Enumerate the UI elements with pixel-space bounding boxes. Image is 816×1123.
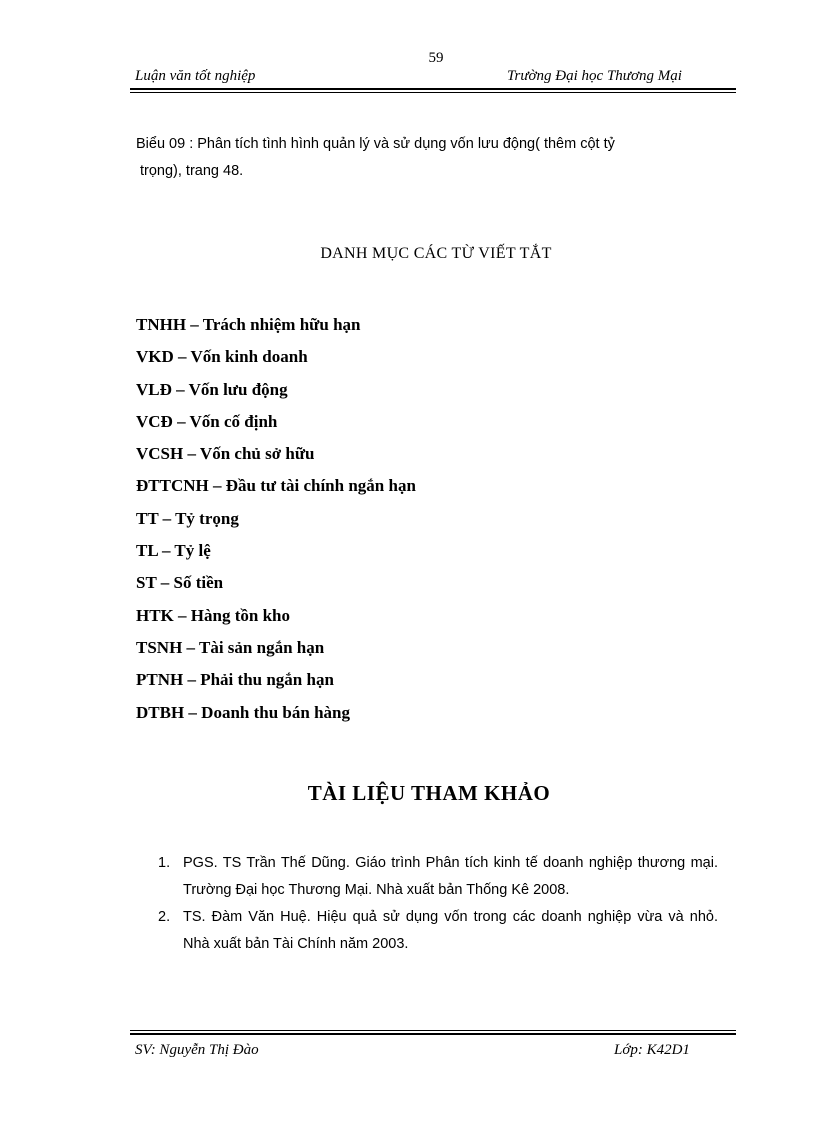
abbreviation-item: PTNH – Phải thu ngắn hạn <box>136 670 334 690</box>
footer-student-name: SV: Nguyễn Thị Đào <box>135 1042 259 1058</box>
reference-item <box>158 850 718 904</box>
abbreviation-item: DTBH – Doanh thu bán hàng <box>136 702 351 722</box>
reference-item <box>158 904 718 958</box>
chart-list-entry-line1: Biểu 09 : Phân tích tình hình quản lý và sử dụng vốn lưu động( thêm cột tỷ <box>136 136 615 152</box>
abbreviation-item: VCSH – Vốn chủ sở hữu <box>136 444 315 464</box>
abbreviation-item: VLĐ – Vốn lưu động <box>136 379 288 399</box>
references-list <box>158 850 718 958</box>
abbreviation-item: ĐTTCNH – Đầu tư tài chính ngắn hạn <box>136 476 416 496</box>
reference-number: 2. <box>158 909 171 925</box>
abbreviation-item: TNHH – Trách nhiệm hữu hạn <box>136 315 361 334</box>
header-rule-thin <box>130 92 736 93</box>
header-rule-thick <box>130 88 736 90</box>
chart-list-entry <box>136 131 696 185</box>
abbreviation-item: ST – Số tiền <box>136 573 224 593</box>
abbreviations-heading: DANH MỤC CÁC TỪ VIẾT TẮT <box>320 245 552 262</box>
reference-text: PGS. TS Trần Thế Dũng. Giáo trình Phân tích kinh tế doanh nghiệp thương mại. Trường Đại học Thương Mại. Nhà xuất bản Thống Kê 2008. <box>183 855 718 898</box>
abbreviation-item: HTK – Hàng tồn kho <box>136 605 290 625</box>
abbreviation-item: VKD – Vốn kinh doanh <box>136 347 308 367</box>
header-thesis-label: Luận văn tốt nghiệp <box>135 68 256 84</box>
reference-number: 1. <box>158 855 171 871</box>
abbreviation-item: TSNH – Tài sản ngắn hạn <box>136 637 325 657</box>
abbreviation-item: TT – Tỷ trọng <box>136 508 239 528</box>
reference-text: TS. Đàm Văn Huệ. Hiệu quả sử dụng vốn trong các doanh nghiệp vừa và nhỏ. Nhà xuất bản Tài Chính năm 2003. <box>183 909 718 952</box>
footer-class-code: Lớp: K42D1 <box>614 1042 690 1058</box>
abbreviation-item: TL – Tỷ lệ <box>136 541 211 561</box>
abbreviations-list <box>136 309 416 729</box>
footer-rule-thin <box>130 1030 736 1031</box>
page-number: 59 <box>428 50 444 66</box>
chart-list-entry-line2: trọng), trang 48. <box>140 163 244 179</box>
footer-rule-thick <box>130 1033 736 1035</box>
header-university-name: Trường Đại học Thương Mại <box>507 68 682 84</box>
references-heading: TÀI LIỆU THAM KHẢO <box>307 781 551 805</box>
abbreviation-item: VCĐ – Vốn cố định <box>136 411 278 431</box>
